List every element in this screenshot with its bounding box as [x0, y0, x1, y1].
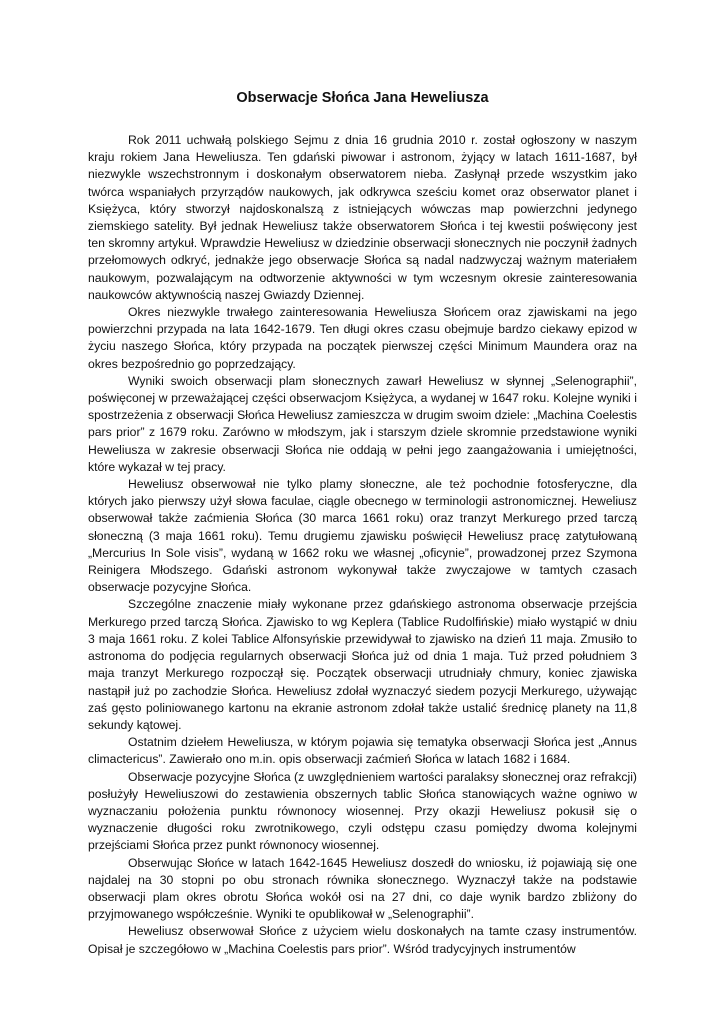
paragraph-7: Obserwacje pozycyjne Słońca (z uwzględnieniem wartości paralaksy słonecznej oraz refrakcji) posłużyły Heweliuszowi do zestawienia obszernych tablic Słońca stanowiących ważne ogniwo w wyznaczaniu położenia punktu równonocy wiosennej. Przy okazji Heweliusz pokusił się o wyznaczenie długości roku zwrotnikowego, czyli odstępu czasu pomiędzy dwoma kolejnymi przejściami Słońca przez punkt równonocy wiosennej. [88, 769, 637, 853]
paragraph-5: Szczególne znaczenie miały wykonane przez gdańskiego astronoma obserwacje przejścia Merkurego przed tarczą Słońca. Zjawisko to wg Keplera (Tablice Rudolfińskie) miało wystąpić w dniu 3 maja 1661 roku. Z kolei Tablice Alfonsyńskie przewidywał to zjawisko na dzień 11 maja. Zmusiło to astronoma do podjęcia regularnych obserwacji Słońca już od dnia 1 maja. Tuż przed południem 3 maja tranzyt Merkurego rozpoczął się. Początek obserwacji utrudniały chmury, koniec zjawiska nastąpił już po zachodzie Słońca. Heweliusz zdołał wyznaczyć siedem pozycji Merkurego, używając zaś gęsto poliniowanego kartonu na ekranie astronom zdołał także ustalić średnicę planety na 11,8 sekundy kątowej. [88, 597, 637, 732]
paragraph-2: Okres niezwykle trwałego zainteresowania Heweliusza Słońcem oraz zjawiskami na jego powierzchni przypada na lata 1642-1679. Ten długi okres czasu obejmuje bardzo ciekawy epizod w życiu naszego Słońca, który przypada na początek pierwszej części Minimum Maundera oraz na okres bezpośrednio go poprzedzający. [88, 305, 637, 371]
paragraph-1: Rok 2011 uchwałą polskiego Sejmu z dnia 16 grudnia 2010 r. został ogłoszony w naszym kraju rokiem Jana Heweliusza. Ten gdański piwowar i astronom, żyjący w latach 1611-1687, był niezwykle wszechstronnym i doskonałym obserwatorem nieba. Zasłynął przede wszystkim jako twórca wspaniałych przyrządów naukowych, jak odkrywca sześciu komet oraz obserwator planet i Księżyca, który stworzył najdoskonalszą z istniejących wówczas map powierzchni jedynego ziemskiego satelity. Był jednak Heweliusz także obserwatorem Słońca i tej kwestii poświęcony jest ten skromny artykuł. Wprawdzie Heweliusz w dziedzinie obserwacji słonecznych nie poczynił żadnych przełomowych odkryć, jednakże jego obserwacje Słońca są nadal nadzwyczaj ważnym materiałem naukowym, pozwalającym na odtworzenie aktywności w tym wczesnym okresie zainteresowania naukowców aktywnością naszej Gwiazdy Dziennej. [88, 133, 637, 302]
paragraph-4: Heweliusz obserwował nie tylko plamy słoneczne, ale też pochodnie fotosferyczne, dla których jako pierwszy użył słowa faculae, ciągle obecnego w terminologii astronomicznej. Heweliusz obserwował także zaćmienia Słońca (30 marca 1661 roku) oraz tranzyt Merkurego przed tarczą słoneczną (3 maja 1661 roku). Temu drugiemu zjawisku poświęcił Heweliusz pracę zatytułowaną „Mercurius In Sole visis”, wydaną w 1662 roku we własnej „oficynie”, prowadzonej przez Szymona Reinigera Młodszego. Gdański astronom wykonywał także zwyczajowe w tamtych czasach obserwacje pozycyjne Słońca. [88, 477, 637, 595]
paragraph-6: Ostatnim dziełem Heweliusza, w którym pojawia się tematyka obserwacji Słońca jest „Annus climactericus”. Zawierało ono m.in. opis obserwacji zaćmień Słońca w latach 1682 i 1684. [88, 735, 637, 767]
page-title: Obserwacje Słońca Jana Heweliusza [236, 90, 489, 106]
paragraph-3: Wyniki swoich obserwacji plam słonecznych zawarł Heweliusz w słynnej „Selenographii”, poświęconej w przeważającej części obserwacjom Księżyca, a wydanej w 1647 roku. Kolejne wyniki i spostrzeżenia z obserwacji Słońca Heweliusz zamieszcza w drugim swoim dziele: „Machina Coelestis pars prior” z 1679 roku. Zarówno w młodszym, jak i starszym dziele skromnie przedstawione wyniki Heweliusza w zakresie obserwacji Słońca nie oddają w pełni jego zaangażowania i umiejętności, które wykazał w tej pracy. [88, 373, 637, 474]
paragraph-9: Heweliusz obserwował Słońce z użyciem wielu doskonałych na tamte czasy instrumentów. Opisał je szczegółowo w „Machina Coelestis pars prior”. Wśród tradycyjnych instrumentów [88, 924, 637, 956]
paragraph-8: Obserwując Słońce w latach 1642-1645 Heweliusz doszedł do wniosku, iż pojawiają się one najdalej na 30 stopni po obu stronach równika słonecznego. Wyznaczył także na podstawie obserwacji plam okres obrotu Słońca wokół osi na 27 dni, co daje wynik bardzo zbliżony do przyjmowanego współcześnie. Wyniki te opublikował w „Selenographii”. [88, 855, 637, 922]
